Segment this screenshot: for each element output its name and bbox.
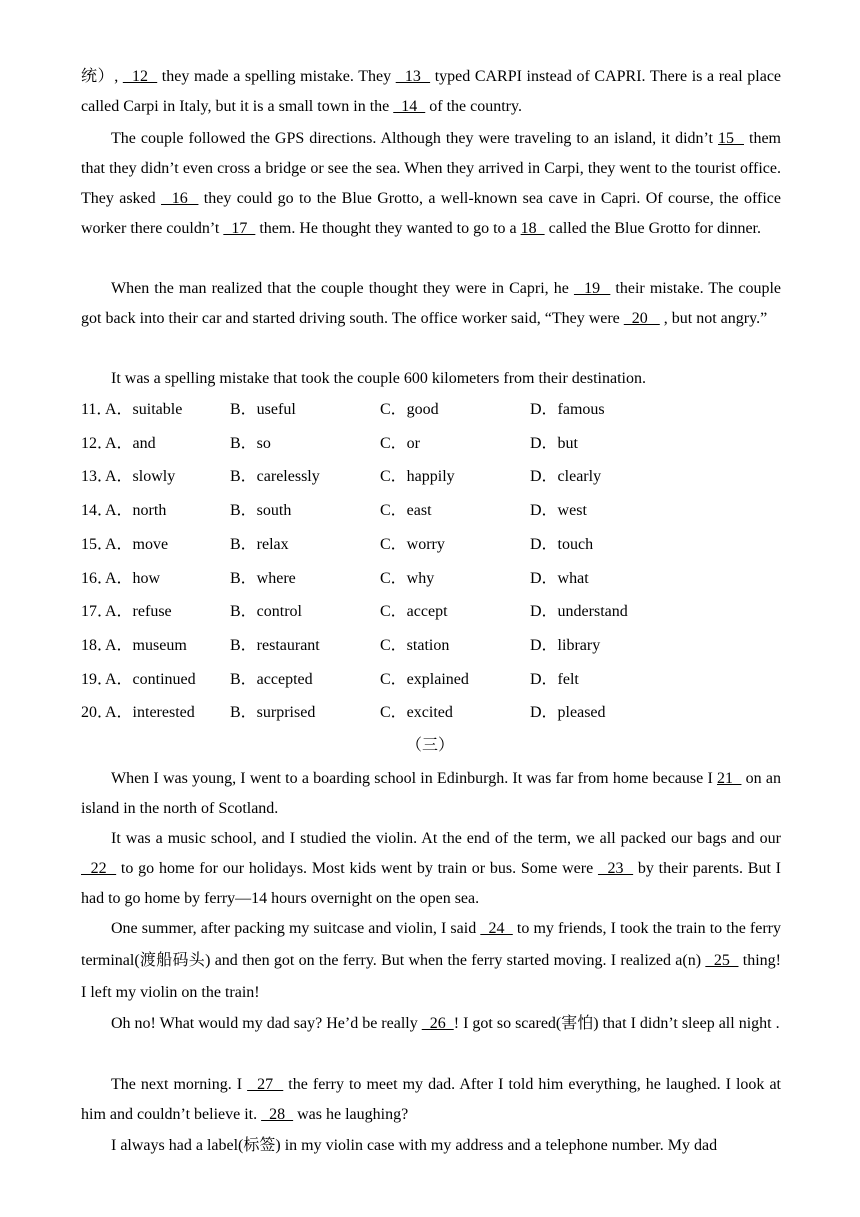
option-c: C．or <box>380 434 421 452</box>
question-number: 17． <box>81 603 114 621</box>
passage3-paragraph-1 <box>81 764 781 824</box>
text-run: typed CARPI instead of CAPRI. There is a real place called Carpi in Italy, but it is a small town in the <box>81 68 782 115</box>
question-number: 14． <box>81 502 114 520</box>
option-c: C．excited <box>380 704 453 722</box>
passage3-paragraph-4 <box>81 1008 781 1040</box>
option-row <box>81 634 781 658</box>
text-run: their mistake. The couple got back into their car and started driving south. The office worker said, “They were <box>81 280 782 327</box>
text-run: The next morning. I <box>111 1076 248 1093</box>
blank-19: 19 <box>573 280 611 297</box>
option-a: A．interested <box>105 704 195 722</box>
option-b: B．relax <box>230 535 289 553</box>
text-run: The couple followed the GPS directions. Although they were traveling to an island, it didn’t <box>111 130 718 147</box>
text-run: the ferry to meet my dad. After I told him everything, he laughed. I look at him and couldn’t believe it. <box>81 1076 781 1123</box>
question-number: 19． <box>81 670 114 688</box>
passage-paragraph-gps <box>81 124 781 244</box>
option-d: D．famous <box>530 401 605 418</box>
blank-21: 21 <box>717 770 742 787</box>
option-a: A．continued <box>105 670 196 688</box>
option-b: B．where <box>230 569 296 587</box>
option-d: D．west <box>530 502 587 520</box>
option-row <box>81 398 781 422</box>
option-row <box>81 499 781 523</box>
passage3-paragraph-2 <box>81 824 781 914</box>
text-run: by their parents. But I had to go home by ferry—14 hours overnight on the open sea. <box>81 860 782 907</box>
question-number: 13． <box>81 468 114 486</box>
option-c: C．why <box>380 569 435 587</box>
passage-paragraph-realized <box>81 274 781 334</box>
blank-22: 22 <box>81 860 117 877</box>
text-run: Oh no! What would my dad say? He’d be really <box>111 1015 422 1032</box>
option-d: D．clearly <box>530 468 602 486</box>
option-c: C．good <box>380 401 439 418</box>
question-number: 20． <box>81 704 114 722</box>
passage3-paragraph-3 <box>81 913 781 1009</box>
option-a: A．museum <box>105 636 187 654</box>
option-row <box>81 600 781 624</box>
text-run: they could go to the Blue Grotto, a well-known sea cave in Capri. Of course, the office worker there couldn’t <box>81 190 781 237</box>
option-d: D．but <box>530 434 579 452</box>
option-row <box>81 701 781 725</box>
blank-17: 17 <box>223 220 256 237</box>
option-d: D．touch <box>530 535 594 553</box>
text-run: on an island in the north of Scotland. <box>81 770 782 817</box>
section-title: （三） <box>405 737 454 754</box>
text-run: they made a spelling mistake. They <box>157 68 396 85</box>
text-run: One summer, after packing my suitcase and violin, I said <box>111 920 481 937</box>
option-row <box>81 668 781 692</box>
text-run: ! I got so scared(害怕) that I didn’t sleep all night . <box>453 1015 780 1032</box>
option-b: B．surprised <box>230 704 316 722</box>
question-number: 18． <box>81 636 114 654</box>
option-b: B．so <box>230 434 271 452</box>
passage3-paragraph-6: I always had a label(标签) in my violin case with my address and a telephone number. My dad <box>111 1137 718 1154</box>
option-row <box>81 432 781 456</box>
text-run: thing! I left my violin on the train! <box>81 952 782 1001</box>
blank-18: 18 <box>520 220 545 237</box>
blank-14: 14 <box>393 98 426 115</box>
text-run: to my friends, I took the train to the ferry terminal(渡船码头) and then got on the ferry. But when the ferry started moving. I realized a(n) <box>81 920 782 969</box>
text-run: of the country. <box>425 98 522 115</box>
text-run: When the man realized that the couple thought they were in Capri, he <box>111 280 574 297</box>
option-a: A．slowly <box>105 468 176 486</box>
text-run: When I was young, I went to a boarding school in Edinburgh. It was far from home because I <box>111 770 717 787</box>
text-run: called the Blue Grotto for dinner. <box>544 220 761 237</box>
option-b: B．control <box>230 603 302 621</box>
option-c: C．station <box>380 636 450 654</box>
option-b: B．carelessly <box>230 468 320 486</box>
option-b: B．useful <box>230 401 296 418</box>
blank-20: 20 <box>623 310 660 327</box>
text-run: 统）, <box>81 68 119 85</box>
option-a: A．and <box>105 434 156 452</box>
text-run: , but not angry.” <box>659 310 768 327</box>
option-c: C．explained <box>380 670 469 688</box>
option-c: C．east <box>380 502 432 520</box>
option-b: B．accepted <box>230 670 313 688</box>
blank-12: 12 <box>122 68 158 85</box>
option-c: C．worry <box>380 535 445 553</box>
option-d: D．what <box>530 569 589 587</box>
blank-13: 13 <box>395 68 431 85</box>
option-row <box>81 465 781 489</box>
option-a: A．how <box>105 569 161 587</box>
blank-16: 16 <box>161 190 199 207</box>
blank-26: 26 <box>421 1015 454 1032</box>
passage-paragraph-conclusion: It was a spelling mistake that took the couple 600 kilometers from their destination. <box>111 370 646 387</box>
question-number: 11． <box>81 401 113 418</box>
option-a: A．suitable <box>105 401 183 418</box>
blank-28: 28 <box>261 1106 294 1123</box>
blank-24: 24 <box>480 920 513 937</box>
blank-15: 15 <box>718 130 744 147</box>
option-d: D．pleased <box>530 704 606 722</box>
question-number: 16． <box>81 569 114 587</box>
option-c: C．happily <box>380 468 455 486</box>
option-a: A．north <box>105 502 167 520</box>
text-run: to go home for our holidays. Most kids went by train or bus. Some were <box>116 860 598 877</box>
question-number: 15． <box>81 535 114 553</box>
text-run: was he laughing? <box>293 1106 409 1123</box>
option-b: B．south <box>230 502 292 520</box>
option-row <box>81 567 781 591</box>
blank-23: 23 <box>597 860 634 877</box>
option-c: C．accept <box>380 603 448 621</box>
option-d: D．library <box>530 636 601 654</box>
blank-27: 27 <box>247 1076 284 1093</box>
passage-paragraph-continued <box>81 62 781 122</box>
text-run: them. He thought they wanted to go to a <box>255 220 521 237</box>
option-row <box>81 533 781 557</box>
option-a: A．move <box>105 535 169 553</box>
blank-25: 25 <box>705 952 739 969</box>
passage3-paragraph-5 <box>81 1070 781 1130</box>
question-number: 12． <box>81 434 114 452</box>
text-run: It was a music school, and I studied the violin. At the end of the term, we all packed our bags and our <box>111 830 781 847</box>
text-run: them that they didn’t even cross a bridge or see the sea. When they arrived in Carpi, they went to the tourist office. They asked <box>81 130 781 207</box>
option-b: B．restaurant <box>230 636 320 654</box>
option-a: A．refuse <box>105 603 172 621</box>
option-d: D．felt <box>530 670 579 688</box>
option-d: D．understand <box>530 603 628 621</box>
